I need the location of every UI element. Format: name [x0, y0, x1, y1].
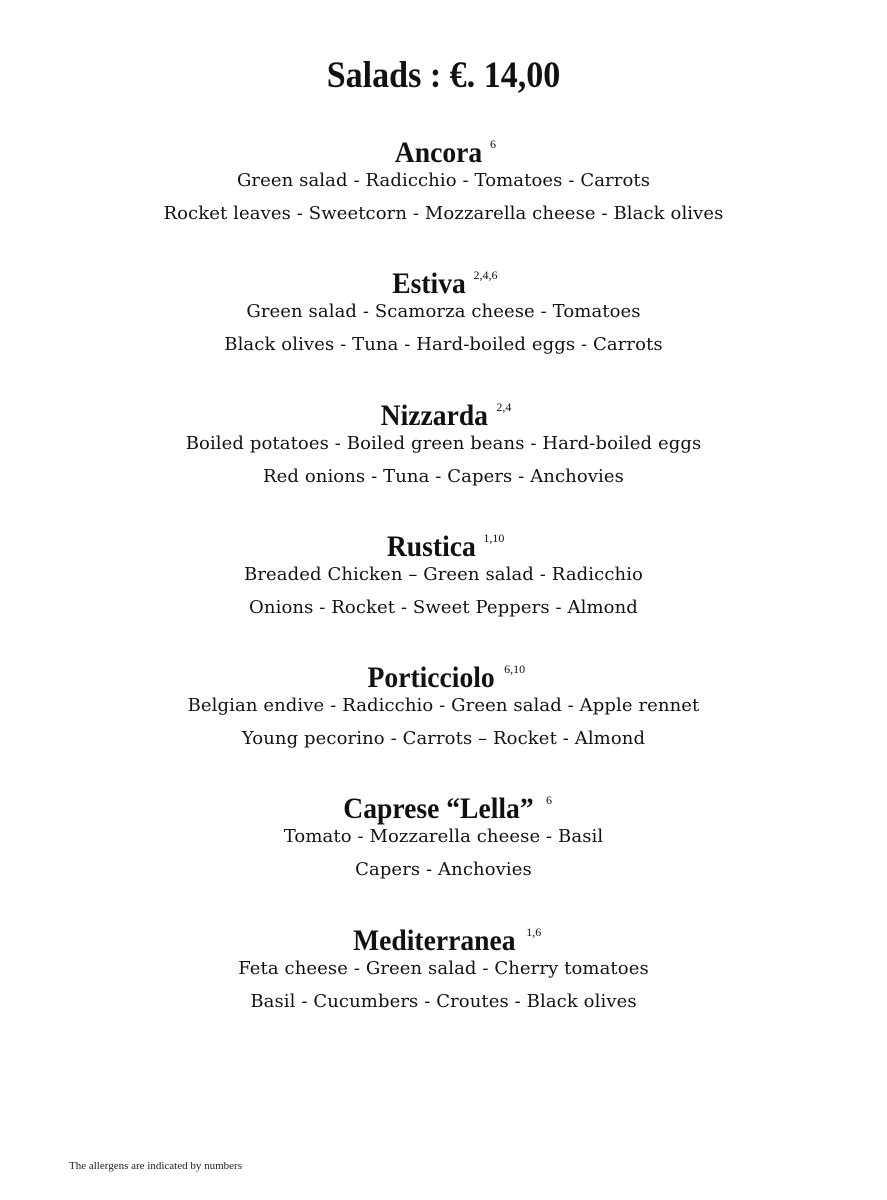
ingredients-line: Feta cheese - Green salad - Cherry tomatoes — [238, 958, 649, 979]
salad-heading — [0, 124, 887, 169]
salad-name: Ancora — [394, 136, 483, 169]
salad-heading — [0, 387, 887, 432]
allergen-codes: 6 — [489, 137, 496, 151]
salad-name: Nizzarda — [380, 399, 488, 432]
ingredients-line: Black olives - Tuna - Hard-boiled eggs - Carrots — [224, 334, 663, 355]
salad-heading — [0, 780, 887, 825]
allergen-footnote: The allergens are indicated by numbers — [69, 1160, 242, 1172]
allergen-codes: 2,4,6 — [473, 268, 498, 282]
ingredients-line: Green salad - Radicchio - Tomatoes - Carrots — [236, 170, 651, 191]
ingredients-line: Red onions - Tuna - Capers - Anchovies — [262, 466, 625, 487]
salad-caprese-lella — [0, 780, 887, 886]
ingredients-line: Breaded Chicken – Green salad - Radicchio — [244, 564, 643, 585]
salad-name: Porticciolo — [367, 661, 495, 694]
salad-heading — [0, 255, 887, 300]
ingredients-line: Basil - Cucumbers - Croutes - Black olives — [250, 991, 637, 1012]
ingredients-line: Boiled potatoes - Boiled green beans - Hard-boiled eggs — [185, 433, 702, 454]
allergen-codes: 6 — [545, 793, 552, 807]
allergen-codes: 2,4 — [496, 400, 512, 414]
salad-porticciolo — [0, 649, 887, 755]
allergen-codes: 6,10 — [504, 662, 526, 676]
salad-mediterranea — [0, 912, 887, 1018]
salad-heading — [0, 649, 887, 694]
ingredients-line: Onions - Rocket - Sweet Peppers - Almond — [249, 597, 638, 618]
allergen-codes: 1,10 — [483, 531, 505, 545]
ingredients-line: Belgian endive - Radicchio - Green salad - Apple rennet — [187, 695, 700, 716]
salad-estiva — [0, 255, 887, 361]
ingredients-line: Tomato - Mozzarella cheese - Basil — [283, 826, 604, 847]
ingredients-line: Green salad - Scamorza cheese - Tomatoes — [246, 301, 641, 322]
allergen-codes: 1,6 — [526, 925, 542, 939]
salad-name: Caprese “Lella” — [343, 792, 534, 825]
salad-name: Estiva — [392, 267, 467, 300]
ingredients-line: Capers - Anchovies — [355, 859, 532, 880]
salad-ancora — [0, 124, 887, 230]
salad-name: Rustica — [386, 530, 476, 563]
page-title: Salads : €. 14,00 — [326, 55, 561, 96]
ingredients-line: Rocket leaves - Sweetcorn - Mozzarella cheese - Black olives — [163, 203, 724, 224]
salad-nizzarda — [0, 387, 887, 493]
salad-heading — [0, 518, 887, 563]
salad-heading — [0, 912, 887, 957]
salad-name: Mediterranea — [352, 924, 516, 957]
salad-rustica — [0, 518, 887, 624]
ingredients-line: Young pecorino - Carrots – Rocket - Almond — [241, 728, 646, 749]
